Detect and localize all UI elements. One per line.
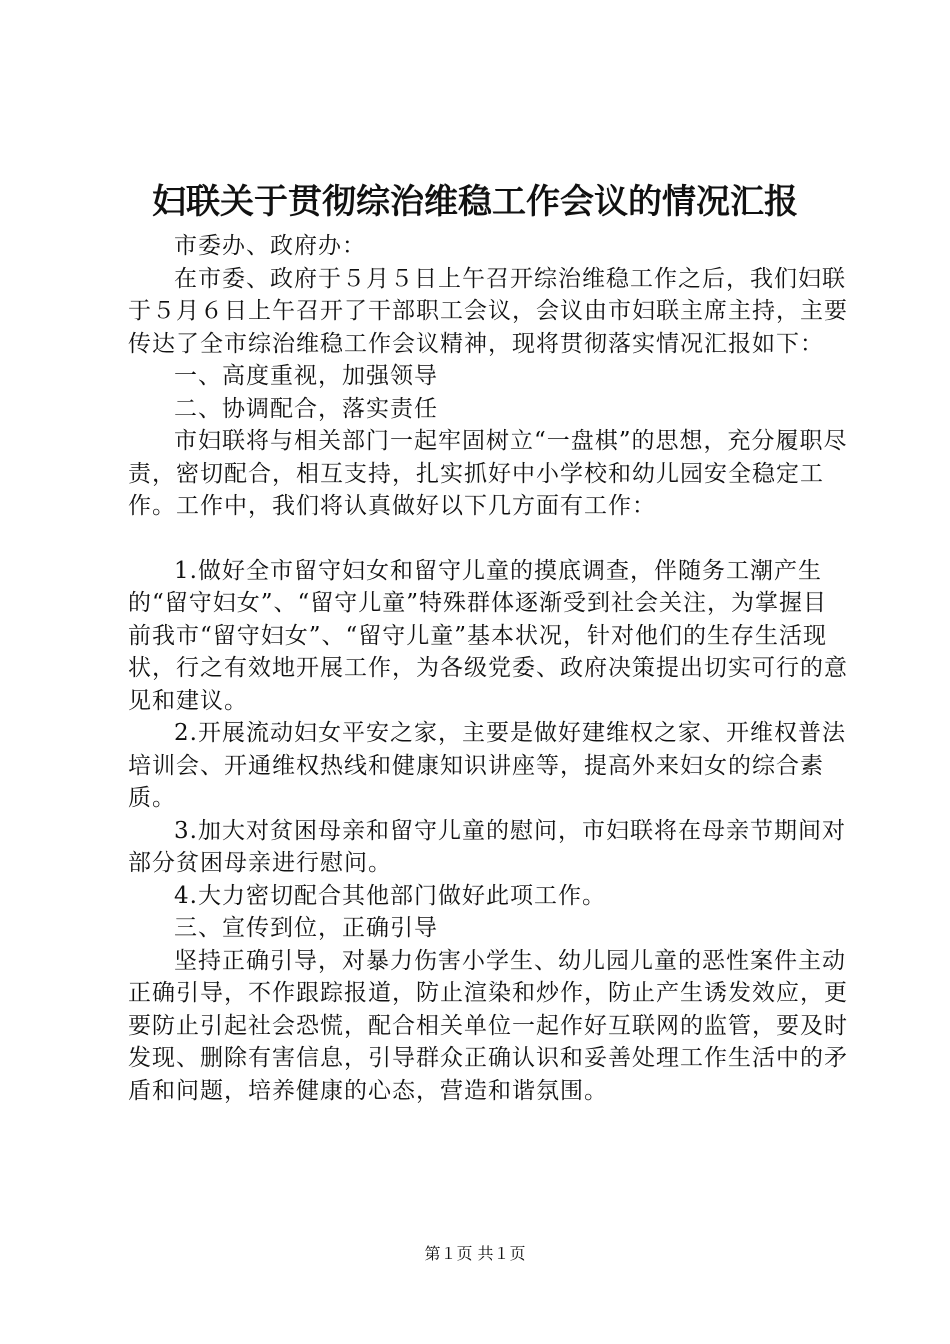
document-title: 妇联关于贯彻综治维稳工作会议的情况汇报 <box>152 182 798 222</box>
section-heading-1: 一、高度重视，加强领导 <box>174 363 438 389</box>
section-heading-2: 二、协调配合，落实责任 <box>174 395 438 422</box>
document-body <box>128 230 848 1107</box>
section-3-paragraph: 坚持正确引导，对暴力伤害小学生、幼儿园儿童的恶性案件主动正确引导，不作跟踪报道，防止渲染和炒作，防止产生诱发效应，更要防止引起社会恐慌，配合相关单位一起作好互联网的监管，要及时发现、删除有害信息，引导群众正确认识和妥善处理工作生活中的矛盾和问题，培养健康的心态，营造和谐氛围。 <box>128 947 848 1104</box>
list-item-3: 3.加大对贫困母亲和留守儿童的慰问，市妇联将在母亲节期间对部分贫困母亲进行慰问。 <box>128 817 846 876</box>
list-item-4: 4.大力密切配合其他部门做好此项工作。 <box>174 882 606 909</box>
list-item-1: 1.做好全市留守妇女和留守儿童的摸底调查，伴随务工潮产生的“留守妇女”、“留守儿童”特殊群体逐渐受到社会关注，为掌握目前我市“留守妇女”、“留守儿童”基本状况，针对他们的生存生活现状，行之有效地开展工作，为各级党委、政府决策提出切实可行的意见和建议。 <box>128 557 848 714</box>
section-heading-3: 三、宣传到位，正确引导 <box>174 915 438 941</box>
list-item-2: 2.开展流动妇女平安之家，主要是做好建维权之家、开维权普法培训会、开通维权热线和健康知识讲座等，提高外来妇女的综合素质。 <box>128 720 846 811</box>
paragraph-gap <box>128 523 848 555</box>
section-2-paragraph: 市妇联将与相关部门一起牢固树立“一盘棋”的思想，充分履职尽责，密切配合，相互支持，扎实抓好中小学校和幼儿园安全稳定工作。工作中，我们将认真做好以下几方面有工作： <box>128 428 848 519</box>
salutation: 市委办、政府办： <box>174 233 366 259</box>
intro-paragraph: 在市委、政府于５月５日上午召开综治维稳工作之后，我们妇联于５月６日上午召开了干部职工会议，会议由市妇联主席主持，主要传达了全市综治维稳工作会议精神，现将贯彻落实情况汇报如下： <box>128 265 848 357</box>
page-footer: 第１页 共１页 <box>424 1244 526 1263</box>
